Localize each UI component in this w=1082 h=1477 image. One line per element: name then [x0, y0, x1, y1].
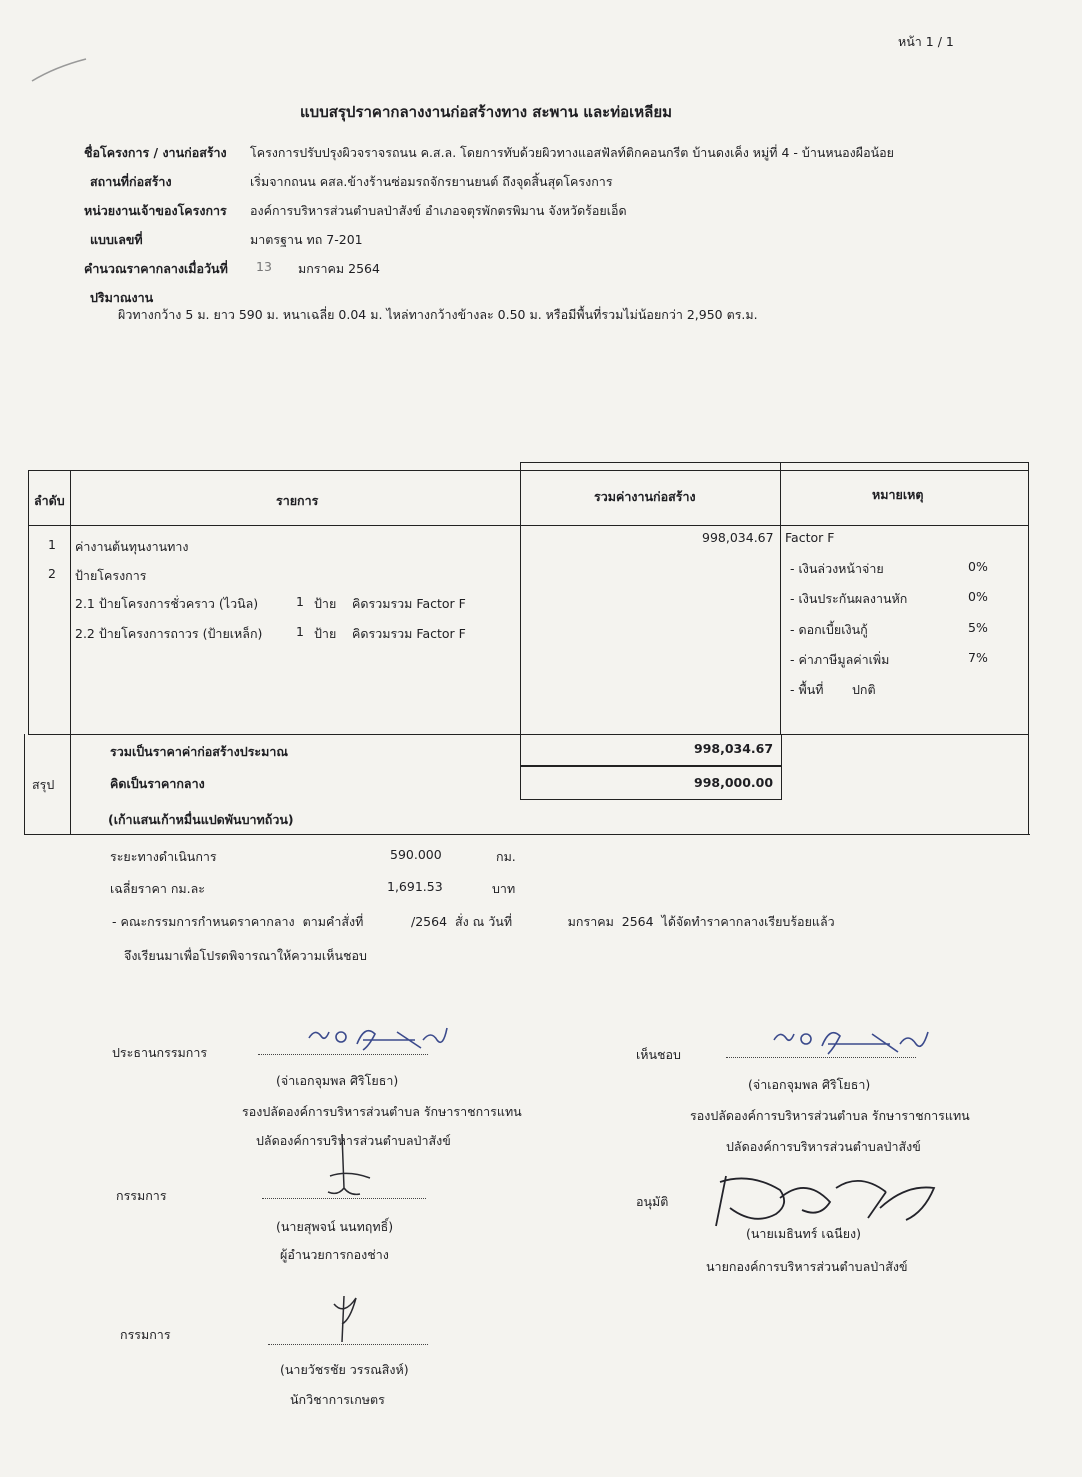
header-item: รายการ: [276, 493, 319, 508]
member2-role: กรรมการ: [120, 1327, 171, 1342]
avg-price-value: 1,691.53: [387, 879, 443, 894]
header-remark: หมายเหตุ: [872, 487, 924, 502]
row-order: 1: [48, 537, 56, 552]
row-note: คิดรวมรวม Factor F: [352, 626, 466, 641]
location-label: สถานที่ก่อสร้าง: [90, 174, 172, 189]
member2-name: (นายวัชรชัย วรรณสิงห์): [280, 1362, 409, 1377]
approve-view-role: เห็นชอบ: [636, 1047, 681, 1062]
page-number: หน้า 1 / 1: [898, 34, 954, 49]
design-value: มาตรฐาน ทถ 7-201: [250, 232, 363, 247]
remark-item-value: 7%: [968, 650, 988, 665]
chair-position: รองปลัดองค์การบริหารส่วนตำบล รักษาราชการแทน: [242, 1104, 522, 1119]
remark-item-value: 5%: [968, 620, 988, 635]
remark-item-label: - ดอกเบี้ยเงินกู้: [790, 622, 868, 637]
approve-view-signature: [770, 1022, 940, 1062]
remark-title: Factor F: [785, 530, 835, 545]
row-order: 2: [48, 566, 56, 581]
submit-line: จึงเรียนมาเพื่อโปรดพิจารณาให้ความเห็นชอบ: [124, 948, 367, 963]
member1-position: ผู้อำนวยการกองช่าง: [280, 1247, 389, 1262]
row-total: 998,034.67: [702, 530, 774, 545]
chair-position: ปลัดองค์การบริหารส่วนตำบลป่าสังข์: [256, 1133, 451, 1148]
member2-signature: [330, 1290, 370, 1350]
member1-role: กรรมการ: [116, 1188, 167, 1203]
pencil-mark: [30, 55, 90, 85]
quantity-label: ปริมาณงาน: [90, 290, 154, 305]
chair-signature: [305, 1020, 455, 1060]
date-value: มกราคม 2564: [298, 261, 380, 276]
median-label: คิดเป็นราคากลาง: [110, 776, 205, 791]
approve-view-position: รองปลัดองค์การบริหารส่วนตำบล รักษาราชการแทน: [690, 1108, 970, 1123]
date-day: 13: [256, 259, 272, 274]
remark-item-label: - เงินประกันผลงานหัก: [790, 591, 908, 606]
chair-name: (จ่าเอกจุมพล ศิริโยธา): [276, 1073, 399, 1088]
row-item: ป้ายโครงการ: [75, 568, 147, 583]
approver-position: นายกองค์การบริหารส่วนตำบลป่าสังข์: [706, 1259, 908, 1274]
estimate-value: 998,034.67: [694, 741, 774, 756]
remark-area-value: ปกติ: [852, 682, 876, 697]
row-qty: 1: [296, 594, 304, 609]
date-label: คำนวณราคากลางเมื่อวันที่: [84, 261, 228, 276]
row-unit: ป้าย: [314, 596, 337, 611]
row-item: ค่างานต้นทุนงานทาง: [75, 539, 189, 554]
project-label: ชื่อโครงการ / งานก่อสร้าง: [84, 145, 227, 160]
remark-item-label: - ค่าภาษีมูลค่าเพิ่ม: [790, 652, 890, 667]
row-unit: ป้าย: [314, 626, 337, 641]
row-item: 2.1 ป้ายโครงการชั่วคราว (ไวนิล): [75, 596, 259, 611]
distance-unit: กม.: [496, 849, 516, 864]
document-title: แบบสรุปราคากลางงานก่อสร้างทาง สะพาน และท่อเหลียม: [300, 103, 673, 121]
median-value: 998,000.00: [694, 775, 774, 790]
committee-line: - คณะกรรมการกำหนดราคากลาง ตามคำสั่งที่ /2564 สั่ง ณ วันที่ มกราคม 2564 ได้จัดทำราคากลางเรียบร้อยแล้ว: [112, 914, 835, 929]
member1-signature: [320, 1130, 380, 1210]
row-item: 2.2 ป้ายโครงการถาวร (ป้ายเหล็ก): [75, 626, 263, 641]
avg-price-unit: บาท: [492, 881, 516, 896]
approve-view-name: (จ่าเอกจุมพล ศิริโยธา): [748, 1077, 871, 1092]
approve-view-position: ปลัดองค์การบริหารส่วนตำบลป่าสังข์: [726, 1139, 921, 1154]
distance-label: ระยะทางดำเนินการ: [110, 849, 217, 864]
remark-item-label: - เงินล่วงหน้าจ่าย: [790, 561, 884, 576]
summary-label: สรุป: [32, 777, 55, 792]
remark-item-value: 0%: [968, 559, 988, 574]
estimate-label: รวมเป็นราคาค่าก่อสร้างประมาณ: [110, 744, 288, 759]
owner-label: หน่วยงานเจ้าของโครงการ: [84, 203, 227, 218]
owner-value: องค์การบริหารส่วนตำบลป่าสังข์ อำเภอจตุรพักตรพิมาน จังหวัดร้อยเอ็ด: [250, 203, 627, 218]
design-label: แบบเลขที่: [90, 232, 143, 247]
remark-item-value: 0%: [968, 589, 988, 604]
member1-name: (นายสุพจน์ นนทฤทธิ์): [276, 1219, 394, 1234]
row-note: คิดรวมรวม Factor F: [352, 596, 466, 611]
approver-name: (นายเมธินทร์ เฉนียง): [746, 1226, 862, 1241]
distance-value: 590.000: [390, 847, 442, 862]
header-order: ลำดับ: [34, 493, 65, 508]
amount-in-words: (เก้าแสนเก้าหมื่นแปดพันบาทถ้วน): [108, 812, 294, 827]
member2-position: นักวิชาการเกษตร: [290, 1392, 385, 1407]
approver-role: อนุมัติ: [636, 1194, 669, 1209]
row-qty: 1: [296, 624, 304, 639]
chair-role: ประธานกรรมการ: [112, 1045, 208, 1060]
remark-area-label: - พื้นที่: [790, 682, 824, 697]
location-value: เริ่มจากถนน คสล.ข้างร้านซ่อมรถจักรยานยนต์ ถึงจุดสิ้นสุดโครงการ: [250, 174, 613, 189]
avg-price-label: เฉลี่ยราคา กม.ละ: [110, 881, 206, 896]
header-total: รวมค่างานก่อสร้าง: [594, 489, 696, 504]
quantity-value: ผิวทางกว้าง 5 ม. ยาว 590 ม. หนาเฉลี่ย 0.04 ม. ไหล่ทางกว้างข้างละ 0.50 ม. หรือมีพื้นที่รวมไม่น้อยกว่า 2,950 ตร.ม.: [118, 307, 758, 322]
project-value: โครงการปรับปรุงผิวจราจรถนน ค.ส.ล. โดยการทับด้วยผิวทางแอสฟัลท์ติกคอนกรีต บ้านดงเค็ง หมู่ที่ 4 - บ้านหนองผือน้อย: [250, 145, 894, 160]
